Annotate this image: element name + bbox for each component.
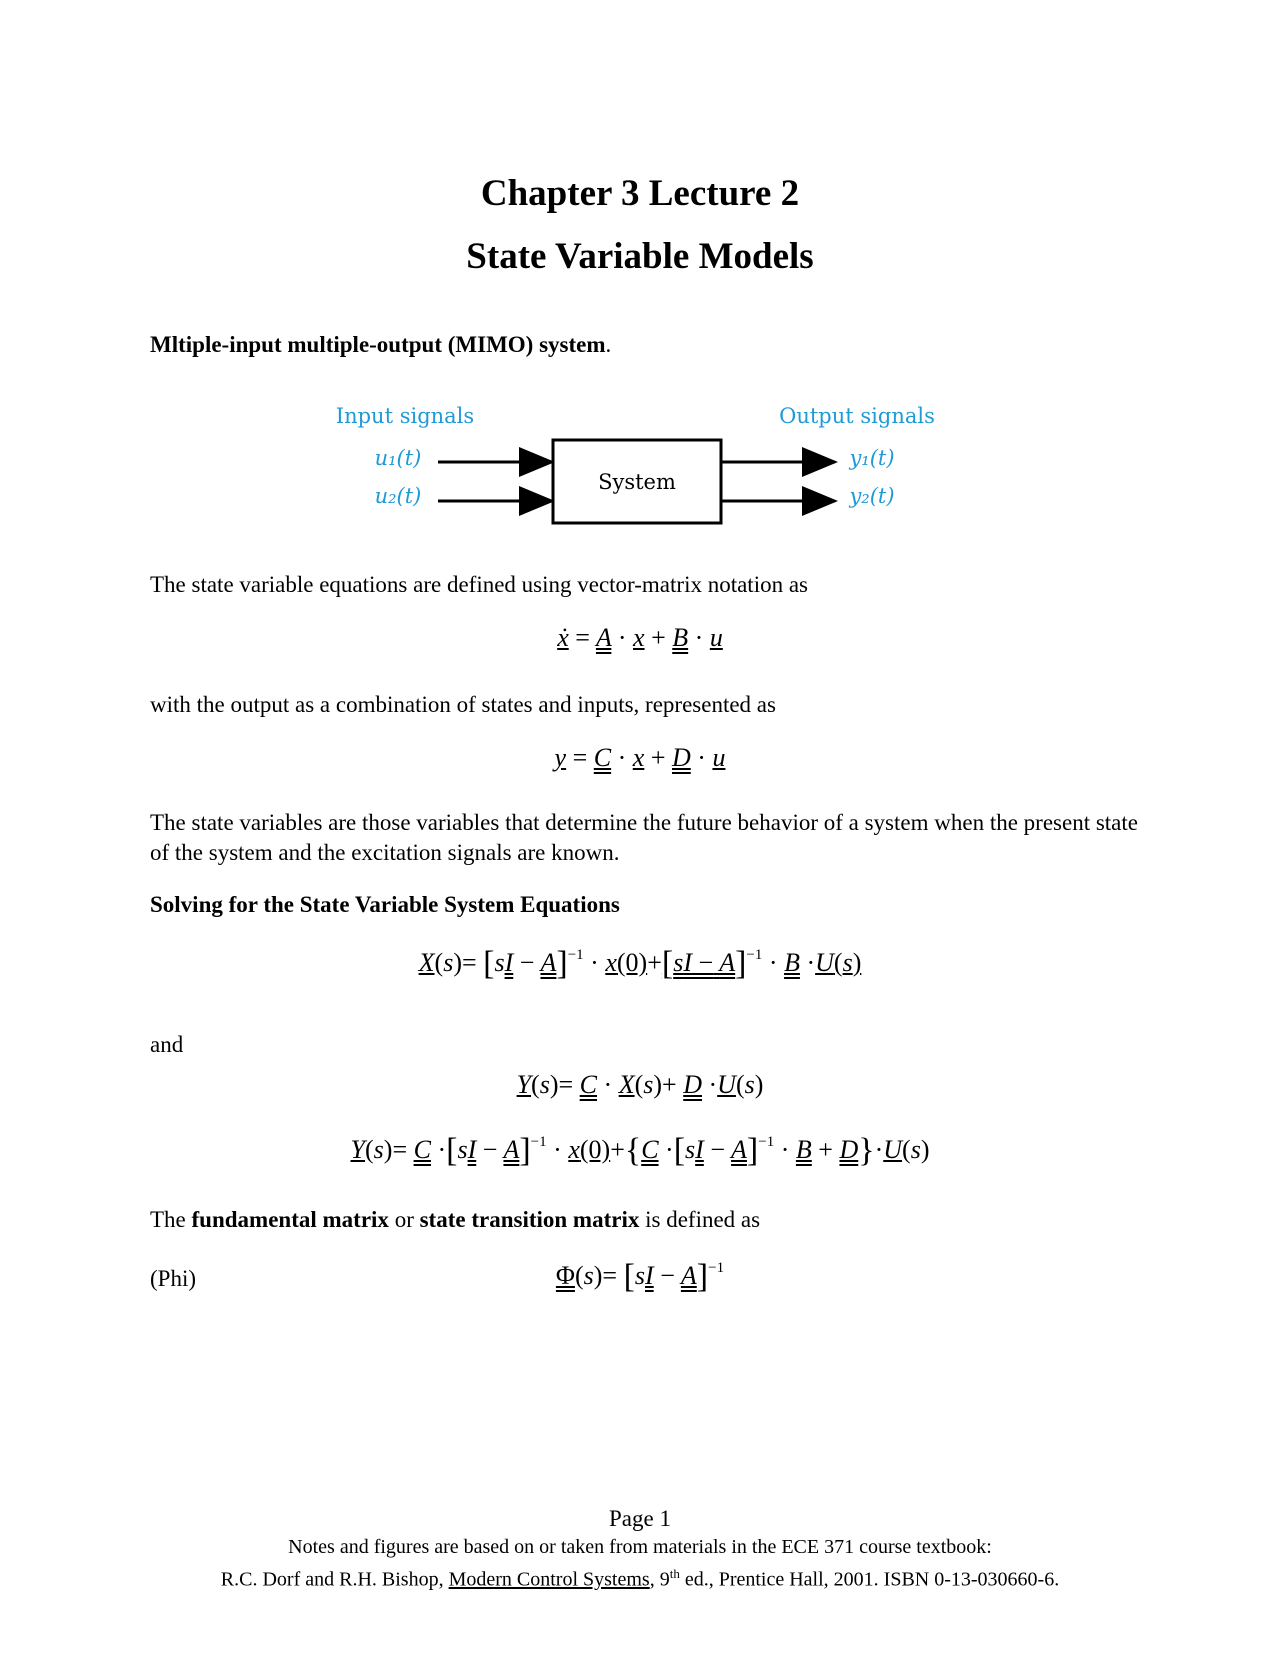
input-signals-label: Input signals xyxy=(335,404,475,428)
page-number: Page 1 xyxy=(609,1506,671,1531)
mimo-diagram xyxy=(0,395,1280,535)
expanded-y-equation: Y(s)= C ·[sI − A]$^{-1}$ · x(0)+{C ·[sI − A]$^{-1}$ · B + D}·U(s) xyxy=(350,1132,930,1169)
paragraph-fundamental-matrix: The fundamental matrix or state transition matrix is defined as xyxy=(150,1207,761,1232)
output-signals-label: Output signals xyxy=(779,404,935,428)
state-equation: ẋ = A · x + B · u xyxy=(557,623,723,652)
input-u1: u₁(t) xyxy=(374,446,422,470)
solving-heading: Solving for the State Variable System Equations xyxy=(150,892,620,917)
laplace-y-equation: Y(s)= C · X(s)+ D ·U(s) xyxy=(516,1070,764,1099)
output-y1: y₁(t) xyxy=(849,446,895,470)
mimo-heading xyxy=(150,330,1140,360)
output-y2: y₂(t) xyxy=(849,484,895,508)
page-title: State Variable Models xyxy=(466,236,814,277)
output-equation: y = C · x + D · u xyxy=(554,743,726,772)
system-label: System xyxy=(598,470,676,494)
paragraph-state-equations: The state variable equations are defined using vector-matrix notation as xyxy=(150,572,808,597)
paragraph-state-variables: The state variables are those variables that determine the future behavior of a system when the present state of the system and the excitation signals are known. xyxy=(150,810,1138,865)
phi-label: (Phi) xyxy=(150,1266,196,1291)
input-u2: u₂(t) xyxy=(374,484,422,508)
paragraph-output: with the output as a combination of states and inputs, represented as xyxy=(150,692,776,717)
chapter-title: Chapter 3 Lecture 2 xyxy=(480,173,800,214)
textbook-title: Modern Control Systems xyxy=(448,1568,650,1591)
mimo-heading-tail: . xyxy=(605,332,612,357)
footer-notes: Notes and figures are based on or taken from materials in the ECE 371 course textbook: xyxy=(288,1536,992,1558)
and-text: and xyxy=(150,1032,184,1057)
mimo-heading-bold: Mltiple-input multiple-output (MIMO) system xyxy=(150,332,606,357)
phi-equation: Φ(s)= [sI − A]$^{-1}$ xyxy=(555,1258,725,1295)
footer-citation: R.C. Dorf and R.H. Bishop, Modern Control Systems, 9th ed., Prentice Hall, 2001. ISBN 0-13-030660-6. xyxy=(220,1566,1060,1591)
laplace-x-equation: X(s)= [sI − A]$^{-1}$ · x(0)+[sI − A]$^{-1}$ · B ·U(s) xyxy=(418,945,862,982)
